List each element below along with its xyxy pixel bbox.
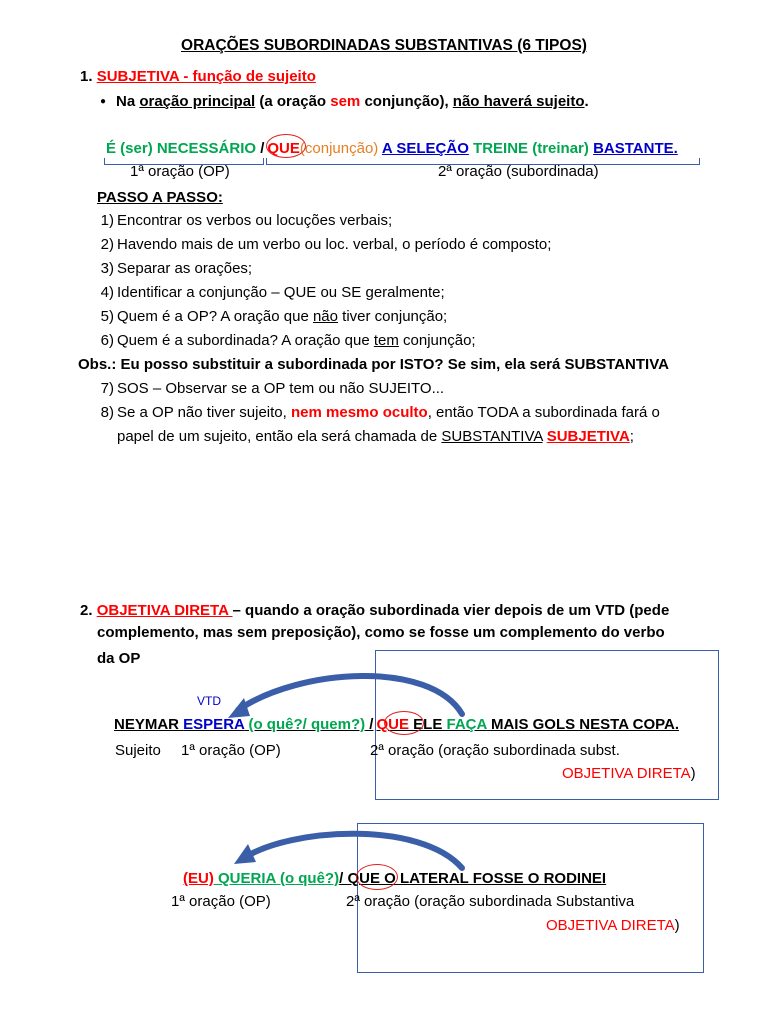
bullet-text: . — [584, 93, 589, 110]
ex2-text: O LATERAL FOSSE O RODINEI — [379, 870, 607, 887]
ex1-question: (o quê?/ quem?) — [244, 716, 366, 733]
ex1-close: ) — [690, 765, 696, 782]
ex2-label-op: 1ª oração (OP) — [171, 893, 271, 910]
ex1-label-sub: 2ª oração (oração subordinada subst. — [370, 742, 620, 759]
step-number: 1) — [100, 212, 114, 229]
step-number: 5) — [100, 308, 114, 325]
bullet-text: (a oração — [255, 93, 331, 110]
bullet-text: sem — [330, 93, 361, 110]
ex1-obj-text: OBJETIVA DIRETA — [562, 765, 691, 782]
section2-desc-line3: da OP — [97, 650, 141, 667]
step-text: SOS – Observar se a OP tem ou não SUJEITO... — [117, 380, 445, 397]
step-text: Quem é a OP? A oração que — [117, 308, 313, 325]
example-verb: TREINE (treinar) — [473, 140, 589, 157]
label-sub: 2ª oração (subordinada) — [438, 163, 599, 180]
ex1-verb: ESPERA — [183, 716, 245, 733]
section1-heading-text: SUBJETIVA - função de sujeito — [96, 68, 316, 85]
section2-desc: – quando a oração subordinada vier depois de um VTD (pede — [232, 602, 670, 619]
ex1-label-sujeito: Sujeito — [115, 742, 161, 759]
section1-number: 1. — [80, 68, 93, 85]
bullet-text: conjunção), — [360, 93, 453, 110]
ex1-verb2: FAÇA — [446, 716, 487, 733]
ex2-close: ) — [674, 917, 680, 934]
ex1-subject: NEYMAR — [114, 716, 184, 733]
que-circle-3 — [356, 864, 398, 890]
ex2-label-obj — [546, 917, 680, 934]
step-number: 6) — [100, 332, 114, 349]
step-text: tiver conjunção; — [338, 308, 448, 325]
ex1-label-obj — [562, 765, 696, 782]
step-text: ; — [629, 428, 634, 445]
label-op: 1ª oração (OP) — [130, 163, 230, 180]
example-slash: / — [256, 140, 265, 157]
step-text: papel de um sujeito, então ela será chamada de — [117, 428, 442, 445]
step-text: SUBSTANTIVA — [441, 428, 543, 445]
ex2-slash: / — [339, 870, 348, 887]
example-conj-label: (conjunção) — [299, 140, 379, 157]
step-text: nem mesmo oculto — [291, 404, 428, 421]
step-number: 7) — [100, 380, 114, 397]
step-text: Havendo mais de um verbo ou loc. verbal, o período é composto; — [117, 236, 552, 253]
step-number: 8) — [100, 404, 114, 421]
example-op-text: É (ser) NECESSÁRIO — [106, 140, 257, 157]
obs-note: Obs.: Eu posso substituir a subordinada por ISTO? Se sim, ela será SUBSTANTIVA — [78, 356, 669, 373]
step-number: 2) — [100, 236, 114, 253]
bullet-text: oração principal — [139, 93, 256, 110]
step-text: Identificar a conjunção – QUE ou SE geralmente; — [117, 284, 445, 301]
vtd-label: VTD — [197, 694, 221, 708]
ex2-verb: QUERIA (o quê?) — [213, 870, 340, 887]
step-text: conjunção; — [398, 332, 476, 349]
ex1-text: ELE — [409, 716, 447, 733]
ex2-conj: QUE — [347, 870, 380, 887]
ex2-obj-text: OBJETIVA DIRETA — [546, 917, 675, 934]
ex2-subject: (EU) — [183, 870, 214, 887]
example-subject: A SELEÇÃO — [381, 140, 469, 157]
example-conj: QUE — [267, 140, 300, 157]
ex2-label-sub: 2ª oração (oração subordinada Substantiva — [346, 893, 635, 910]
step-text: Separar as orações; — [117, 260, 253, 277]
step-text: Encontrar os verbos ou locuções verbais; — [117, 212, 393, 229]
section2-heading-text: OBJETIVA DIRETA — [96, 602, 233, 619]
step-text: Se a OP não tiver sujeito, — [117, 404, 291, 421]
bullet-text: não haverá sujeito — [452, 93, 585, 110]
section2-desc-line2: complemento, mas sem preposição), como se fosse um complemento do verbo — [97, 624, 665, 641]
page-title: ORAÇÕES SUBORDINADAS SUBSTANTIVAS (6 TIPOS) — [181, 37, 587, 54]
bullet-text: Na — [116, 93, 140, 110]
ex1-conj: QUE — [376, 716, 409, 733]
bullet-icon: ● — [100, 96, 107, 107]
step-text: Quem é a subordinada? A oração que — [117, 332, 374, 349]
ex1-slash: / — [365, 716, 374, 733]
example-complement: BASTANTE. — [593, 140, 678, 157]
step-number: 3) — [100, 260, 114, 277]
step-text: não — [312, 308, 338, 325]
step-text: SUBJETIVA — [546, 428, 630, 445]
ex1-text: MAIS GOLS NESTA COPA. — [486, 716, 680, 733]
step-text: tem — [373, 332, 399, 349]
ex1-label-op: 1ª oração (OP) — [181, 742, 281, 759]
passo-title: PASSO A PASSO: — [97, 189, 223, 206]
step-text: , então TODA a subordinada fará o — [427, 404, 660, 421]
que-circle-2 — [384, 711, 424, 735]
step-number: 4) — [100, 284, 114, 301]
section2-number: 2. — [80, 602, 93, 619]
